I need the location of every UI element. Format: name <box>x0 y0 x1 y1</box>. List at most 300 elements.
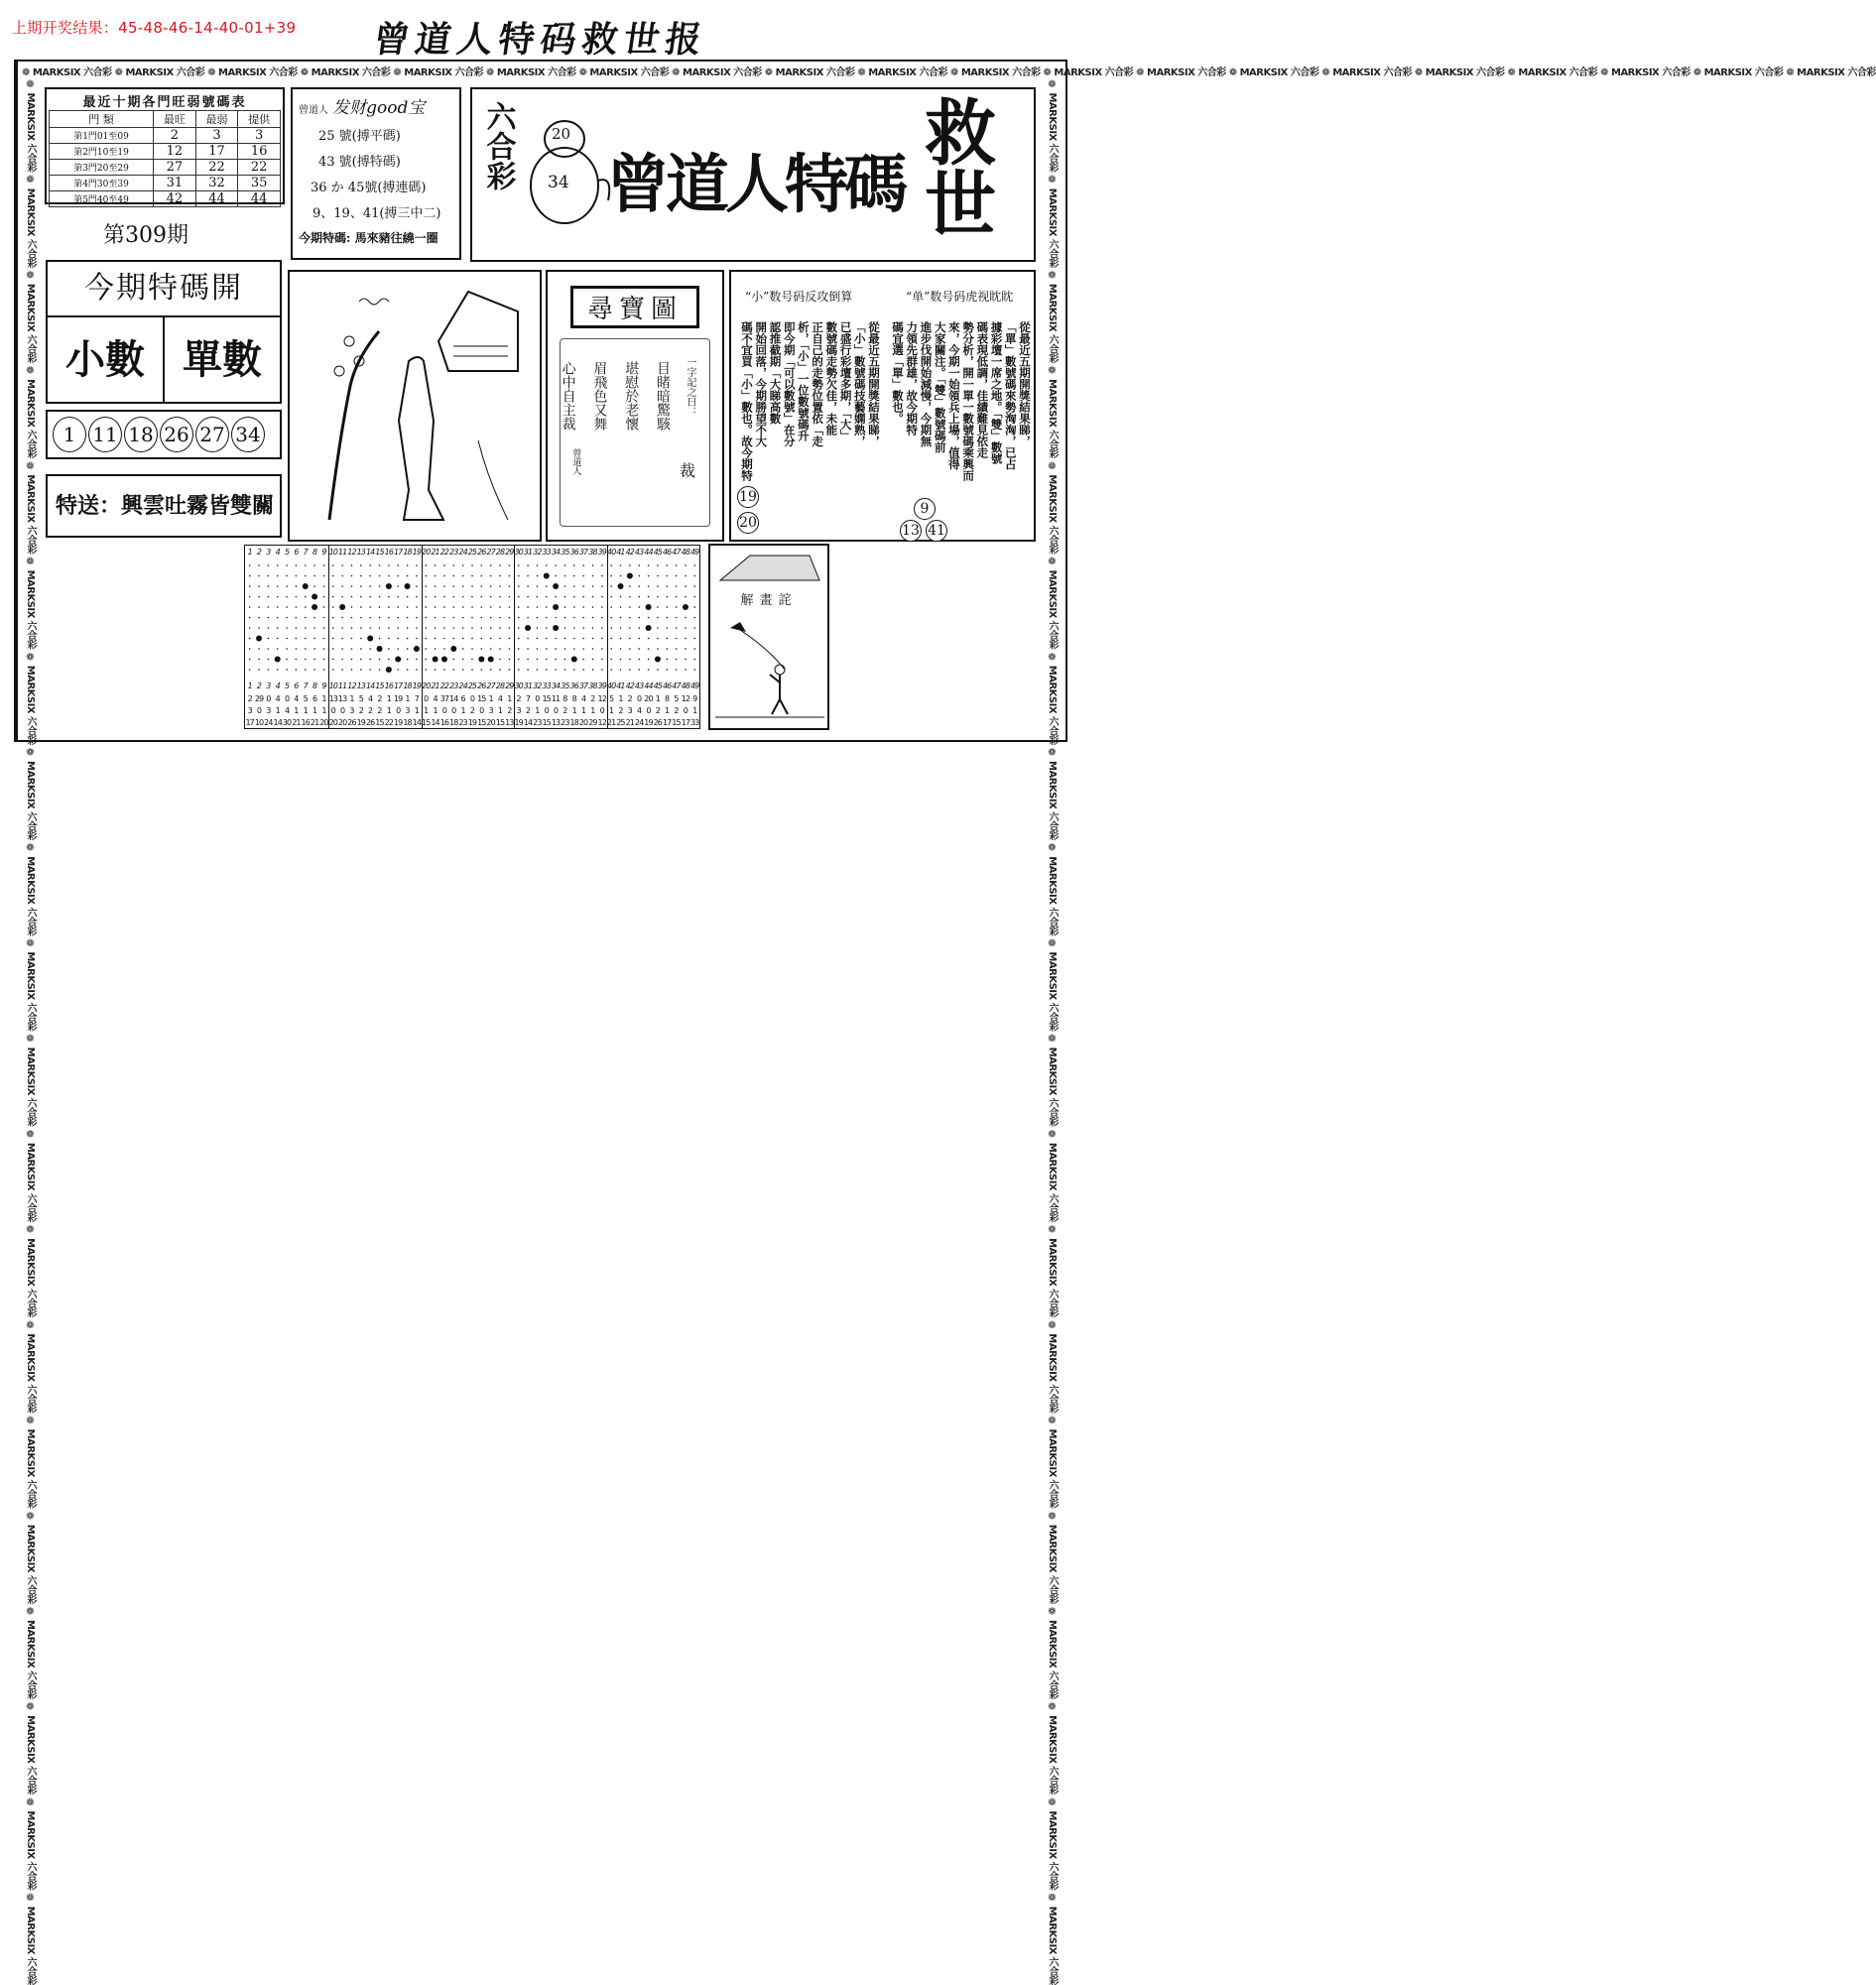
chart-header-cell: 24 <box>458 682 467 690</box>
chart-cell: 2 <box>525 706 531 715</box>
chart-cell: 16 <box>439 718 449 727</box>
chart-header-cell: 43 <box>634 682 644 690</box>
chart-header-cell: 4 <box>275 548 280 557</box>
chart-header-cell: 37 <box>578 548 588 557</box>
table-cell: 2 <box>154 128 196 144</box>
chart-dot <box>323 596 325 598</box>
chart-header-cell: 35 <box>561 682 569 690</box>
chart-dot <box>694 638 696 640</box>
chart-dot <box>351 575 353 577</box>
chart-dot <box>443 596 445 598</box>
chart-dot <box>694 564 696 566</box>
chart-cell: 15 <box>495 718 505 727</box>
chart-dot <box>518 648 520 650</box>
chart-cell: 2 <box>674 706 679 715</box>
number-ball: 26 <box>160 417 193 452</box>
chart-dot <box>573 575 575 577</box>
chart-dot <box>610 669 612 671</box>
chart-dot <box>258 575 260 577</box>
chart-dot <box>462 659 464 661</box>
chart-cell: 23 <box>458 718 467 727</box>
tip-line: 43 號(搏特碼) <box>318 155 401 170</box>
chart-header-cell: 6 <box>294 682 299 690</box>
chart-dot <box>296 606 298 608</box>
chart-dot <box>453 659 455 661</box>
chart-dot <box>268 617 270 619</box>
treasure-title: 尋寶圖 <box>570 286 699 328</box>
chart-dot <box>657 617 659 619</box>
chart-dot <box>537 596 539 598</box>
chart-cell: 22 <box>384 718 394 727</box>
numbers-box <box>46 410 282 459</box>
chart-cell: 4 <box>294 694 299 703</box>
chart-dot <box>450 646 456 652</box>
chart-dot <box>499 648 501 650</box>
chart-dot <box>453 606 455 608</box>
chart-dot <box>573 638 575 640</box>
chart-dot <box>490 669 492 671</box>
chart-cell: 1 <box>608 706 614 715</box>
chart-dot <box>386 583 392 589</box>
chart-dot <box>388 617 390 619</box>
chart-cell: 1 <box>321 706 326 715</box>
chart-dot <box>546 596 548 598</box>
chart-dot <box>638 606 640 608</box>
chart-header-cell: 49 <box>689 548 699 557</box>
chart-dot <box>286 669 288 671</box>
logo-big-text: 曾道人特碼 <box>606 148 904 222</box>
article-column: 已盛行彩壇多期，「大」 <box>838 321 853 441</box>
chart-dot <box>332 669 334 671</box>
chart-dot <box>676 638 678 640</box>
chart-dot <box>453 575 455 577</box>
chart-dot <box>351 669 353 671</box>
chart-dot <box>592 638 594 640</box>
chart-dot <box>490 617 492 619</box>
chart-dot <box>537 627 539 629</box>
chart-dot <box>592 659 594 661</box>
chart-dot <box>351 606 353 608</box>
number-ball: 11 <box>88 417 122 452</box>
chart-dot <box>694 627 696 629</box>
previous-result: 上期开奖结果：45-48-46-14-40-01+39 <box>12 19 297 37</box>
chart-dot <box>573 564 575 566</box>
chart-cell: 37 <box>439 694 449 703</box>
chart-dot <box>425 638 427 640</box>
chart-dot <box>537 669 539 671</box>
chart-dot <box>518 585 520 587</box>
chart-dot <box>694 669 696 671</box>
chart-cell: 21 <box>310 718 319 727</box>
chart-header-cell: 36 <box>569 682 578 690</box>
chart-header-cell: 38 <box>588 548 597 557</box>
chart-dot <box>425 606 427 608</box>
chart-dot <box>638 564 640 566</box>
chart-dot <box>518 564 520 566</box>
chart-dot <box>629 669 631 671</box>
chart-dot <box>481 596 483 598</box>
chart-dot <box>407 669 409 671</box>
chart-dot <box>573 617 575 619</box>
table-cell: 35 <box>238 176 281 191</box>
chart-dot <box>666 638 668 640</box>
chart-dot <box>555 638 557 640</box>
chart-cell: 3 <box>266 706 271 715</box>
chart-dot <box>416 585 418 587</box>
chart-dot <box>323 648 325 650</box>
chart-dot <box>277 596 279 598</box>
chart-dot <box>305 669 307 671</box>
chart-dot <box>462 617 464 619</box>
chart-dot <box>407 638 409 640</box>
chart-dot <box>499 669 501 671</box>
chart-cell: 0 <box>340 706 345 715</box>
chart-dot <box>332 638 334 640</box>
chart-cell: 30 <box>282 718 292 727</box>
chart-cell: 1 <box>303 706 308 715</box>
chart-dot <box>620 638 622 640</box>
chart-dot <box>453 627 455 629</box>
chart-dot <box>435 575 437 577</box>
chart-dot <box>582 585 584 587</box>
chart-dot <box>360 596 362 598</box>
chart-dot <box>360 575 362 577</box>
chart-dot <box>527 596 529 598</box>
chart-dot <box>296 648 298 650</box>
chart-dot <box>249 638 251 640</box>
chart-dot <box>249 606 251 608</box>
chart-dot <box>313 585 315 587</box>
chart-cell: 0 <box>646 706 651 715</box>
chart-dot <box>268 564 270 566</box>
chart-dot <box>620 659 622 661</box>
table-row-label: 第3門20至29 <box>50 160 154 176</box>
chart-cell: 1 <box>386 694 391 703</box>
chart-dot <box>685 564 687 566</box>
chart-dot <box>518 627 520 629</box>
chart-dot <box>313 575 315 577</box>
table-cell: 27 <box>154 160 196 176</box>
chart-header-cell: 26 <box>477 682 486 690</box>
treasure-answer: 裁 <box>679 461 695 480</box>
chart-dot <box>509 669 511 671</box>
chart-cell: 3 <box>516 706 521 715</box>
chart-header-cell: 16 <box>384 682 394 690</box>
chart-dot <box>544 573 550 579</box>
open-left: 小數 <box>48 317 165 402</box>
chart-dot <box>527 585 529 587</box>
chart-dot <box>462 627 464 629</box>
chart-dot <box>388 606 390 608</box>
chart-dot <box>441 657 447 663</box>
chart-header-cell: 40 <box>606 548 616 557</box>
chart-dot <box>685 585 687 587</box>
chart-header-cell: 35 <box>561 548 569 557</box>
chart-dot <box>435 617 437 619</box>
chart-cell: 1 <box>294 706 299 715</box>
chart-cell: 2 <box>618 706 623 715</box>
chart-cell: 12 <box>681 694 690 703</box>
table-cell: 32 <box>195 176 238 191</box>
chart-dot <box>351 617 353 619</box>
article-ball: 19 <box>737 486 759 508</box>
chart-cell: 1 <box>692 706 697 715</box>
chart-dot <box>592 596 594 598</box>
sage-drawing-icon <box>290 272 540 540</box>
chart-dot <box>518 596 520 598</box>
chart-header-cell: 14 <box>365 682 375 690</box>
chart-dot <box>592 617 594 619</box>
chart-dot <box>657 596 659 598</box>
chart-dot <box>416 627 418 629</box>
chart-cell: 2 <box>247 694 252 703</box>
chart-header-cell: 24 <box>458 548 467 557</box>
chart-header-cell: 44 <box>644 682 653 690</box>
chart-dot <box>592 585 594 587</box>
table-row <box>50 176 281 191</box>
open-box <box>46 260 282 404</box>
chart-dot <box>685 638 687 640</box>
chart-dot <box>582 617 584 619</box>
chart-dot <box>629 617 631 619</box>
article-column: 從最近五期開獎結果睇， <box>867 321 881 447</box>
chart-dot <box>471 596 473 598</box>
marksix-strip-left: ❁ MARKSIX 六合彩 ❁ MARKSIX 六合彩 ❁ MARKSIX 六合彩 ❁ MARKSIX 六合彩 ❁ MARKSIX 六合彩 ❁ MARKSIX 六合彩 ❁ MARKSIX 六合彩 ❁ MARKSIX 六合彩 ❁ MARKSIX 六合彩 ❁ MARKSIX 六合彩 ❁ MARKSIX 六合彩 ❁ MARKSIX 六合彩 ❁ MARKSIX 六合彩 ❁ MARKSIX 六合彩 ❁ MARKSIX 六合彩 ❁ MARKSIX 六合彩 ❁ MARKSIX 六合彩 ❁ MARKSIX 六合彩 ❁ MARKSIX 六合彩 ❁ MARKSIX 六合彩 <box>25 79 36 1985</box>
chart-dot <box>332 585 334 587</box>
article-ball: 20 <box>737 512 759 534</box>
chart-dot <box>553 604 559 610</box>
chart-dot <box>676 659 678 661</box>
chart-cell: 16 <box>301 718 310 727</box>
chart-header-cell: 28 <box>495 548 505 557</box>
chart-dot <box>573 669 575 671</box>
chart-dot <box>323 627 325 629</box>
chart-dot <box>573 627 575 629</box>
chart-dot <box>369 648 371 650</box>
chart-cell: 1 <box>414 706 419 715</box>
chart-dot <box>277 669 279 671</box>
col-header: 門 類 <box>50 111 154 128</box>
chart-dot <box>286 617 288 619</box>
chart-dot <box>564 659 566 661</box>
chart-dot <box>685 659 687 661</box>
chart-dot <box>499 659 501 661</box>
chart-dot <box>258 564 260 566</box>
chart-dot <box>258 596 260 598</box>
chart-header-cell: 33 <box>542 682 551 690</box>
chart-dot <box>582 669 584 671</box>
chart-header-cell: 39 <box>597 682 606 690</box>
chart-dot <box>676 596 678 598</box>
chart-header-cell: 12 <box>347 548 356 557</box>
chart-dot <box>379 575 381 577</box>
chart-cell: 13 <box>328 694 337 703</box>
chart-dot <box>462 585 464 587</box>
chart-dot <box>518 606 520 608</box>
chart-header-row <box>245 548 699 557</box>
chart-dot <box>388 596 390 598</box>
chart-dot <box>416 606 418 608</box>
chart-dot <box>527 564 529 566</box>
chart-dot <box>601 596 603 598</box>
chart-dot <box>277 564 279 566</box>
chart-dot <box>610 617 612 619</box>
chart-dot <box>453 596 455 598</box>
chart-dot <box>425 669 427 671</box>
chart-dot <box>268 648 270 650</box>
chart-header-cell: 39 <box>597 548 606 557</box>
chart-cell: 12 <box>597 718 606 727</box>
chart-dot <box>509 606 511 608</box>
chart-dot <box>268 638 270 640</box>
pot-number: 34 <box>548 173 569 192</box>
chart-header-cell: 42 <box>625 548 634 557</box>
chart-dot <box>369 669 371 671</box>
chart-dot <box>620 627 622 629</box>
chart-dot <box>694 617 696 619</box>
chart-dot <box>638 617 640 619</box>
chart-dot <box>313 627 315 629</box>
poem-line: 心中自主裁 <box>560 361 576 431</box>
chart-cell: 4 <box>368 694 373 703</box>
chart-cell: 5 <box>608 694 614 703</box>
chart-dot <box>379 669 381 671</box>
chart-dot <box>277 648 279 650</box>
chart-dot <box>305 638 307 640</box>
chart-dot <box>648 575 650 577</box>
chart-dot <box>351 659 353 661</box>
article-column: 碼表現低調，佳績難見依走 <box>975 321 990 458</box>
article-column: 大家關注。「雙」數號碼前 <box>933 321 947 453</box>
chart-dot <box>490 627 492 629</box>
chart-dot <box>499 617 501 619</box>
chart-dot <box>471 606 473 608</box>
chart-dot <box>435 564 437 566</box>
chart-cell: 21 <box>606 718 616 727</box>
chart-dot <box>277 585 279 587</box>
chart-dot <box>509 564 511 566</box>
table-row <box>50 144 281 160</box>
chart-dot <box>546 585 548 587</box>
chart-dot <box>546 648 548 650</box>
chart-dot <box>638 659 640 661</box>
chart-dot <box>657 585 659 587</box>
chart-cell: 2 <box>590 694 595 703</box>
chart-header-cell: 46 <box>662 548 672 557</box>
chart-header-cell: 48 <box>681 682 690 690</box>
table-row-label: 第4門30至39 <box>50 176 154 191</box>
article-column: 即今期「可以數號」在分 <box>782 321 797 447</box>
chart-dot <box>443 585 445 587</box>
chart-cell: 0 <box>479 706 484 715</box>
chart-header-cell: 34 <box>551 548 561 557</box>
chart-dot <box>638 575 640 577</box>
chart-dot <box>296 617 298 619</box>
chart-cell: 2 <box>507 706 512 715</box>
chart-dot <box>582 648 584 650</box>
chart-dot <box>286 564 288 566</box>
marksix-strip-top: ❁ MARKSIX 六合彩 ❁ MARKSIX 六合彩 ❁ MARKSIX 六合彩 ❁ MARKSIX 六合彩 ❁ MARKSIX 六合彩 ❁ MARKSIX 六合彩 ❁ MARKSIX 六合彩 ❁ MARKSIX 六合彩 ❁ MARKSIX 六合彩 ❁ MARKSIX 六合彩 ❁ MARKSIX 六合彩 ❁ MARKSIX 六合彩 ❁ MARKSIX 六合彩 ❁ MARKSIX 六合彩 ❁ MARKSIX 六合彩 ❁ MARKSIX 六合彩 ❁ MARKSIX 六合彩 ❁ MARKSIX 六合彩 ❁ MARKSIX 六合彩 ❁ MARKSIX 六合彩 <box>22 67 1876 78</box>
chart-dot <box>268 606 270 608</box>
table-cell: 3 <box>195 128 238 144</box>
chart-dot <box>407 564 409 566</box>
table-row-label: 第2門10至19 <box>50 144 154 160</box>
chart-dot <box>377 646 383 652</box>
chart-dot <box>443 648 445 650</box>
chart-dot <box>425 596 427 598</box>
chart-dot <box>694 596 696 598</box>
chart-dot <box>453 585 455 587</box>
chart-dot <box>618 583 624 589</box>
chart-cell: 14 <box>431 718 439 727</box>
chart-dot <box>620 648 622 650</box>
chart-dot <box>657 575 659 577</box>
chart-dot <box>332 596 334 598</box>
chart-header-cell: 18 <box>403 682 412 690</box>
chart-dot <box>268 669 270 671</box>
table-cell: 12 <box>154 144 196 160</box>
chart-cell: 0 <box>284 694 290 703</box>
chart-header-cell: 19 <box>412 682 422 690</box>
chart-dot <box>564 575 566 577</box>
chart-header-row <box>245 682 699 690</box>
chart-cell: 1 <box>507 694 512 703</box>
chart-dot <box>471 585 473 587</box>
chart-dot <box>305 648 307 650</box>
table-cell: 3 <box>238 128 281 144</box>
chart-dot <box>249 669 251 671</box>
chart-dot <box>601 606 603 608</box>
chart-cell: 14 <box>523 718 533 727</box>
chart-dot <box>638 627 640 629</box>
chart-dot <box>676 575 678 577</box>
chart-header-cell: 33 <box>542 548 551 557</box>
table-title: 最近十期各門旺弱號碼表 <box>82 95 247 110</box>
chart-header-cell: 14 <box>365 548 375 557</box>
chart-dot <box>443 606 445 608</box>
chart-dot <box>323 606 325 608</box>
chart-dot <box>286 659 288 661</box>
chart-dot <box>277 627 279 629</box>
pot-number: 20 <box>552 125 571 143</box>
chart-dot <box>527 606 529 608</box>
chart-dot <box>351 648 353 650</box>
chart-dot <box>601 638 603 640</box>
chart-dot <box>499 575 501 577</box>
tip-line: 9、19、41(搏三中二) <box>313 206 441 221</box>
chart-dot <box>397 638 399 640</box>
chart-dot <box>555 617 557 619</box>
chart-cell: 19 <box>467 718 477 727</box>
chart-cell: 4 <box>284 706 290 715</box>
chart-dot <box>296 564 298 566</box>
chart-dot <box>332 648 334 650</box>
chart-header-cell: 19 <box>412 548 422 557</box>
chart-dot <box>629 648 631 650</box>
small-picture-title: 解畫詫 <box>740 593 798 608</box>
open-right: 單數 <box>183 336 262 383</box>
chart-dot <box>481 575 483 577</box>
chart-header-cell: 5 <box>284 548 290 557</box>
chart-dot <box>388 564 390 566</box>
chart-cell: 9 <box>692 694 697 703</box>
chart-dot <box>249 575 251 577</box>
chart-cell: 2 <box>358 706 363 715</box>
chart-dot <box>537 575 539 577</box>
chart-dot <box>435 585 437 587</box>
chart-cell: 0 <box>396 706 401 715</box>
chart-dot <box>407 596 409 598</box>
